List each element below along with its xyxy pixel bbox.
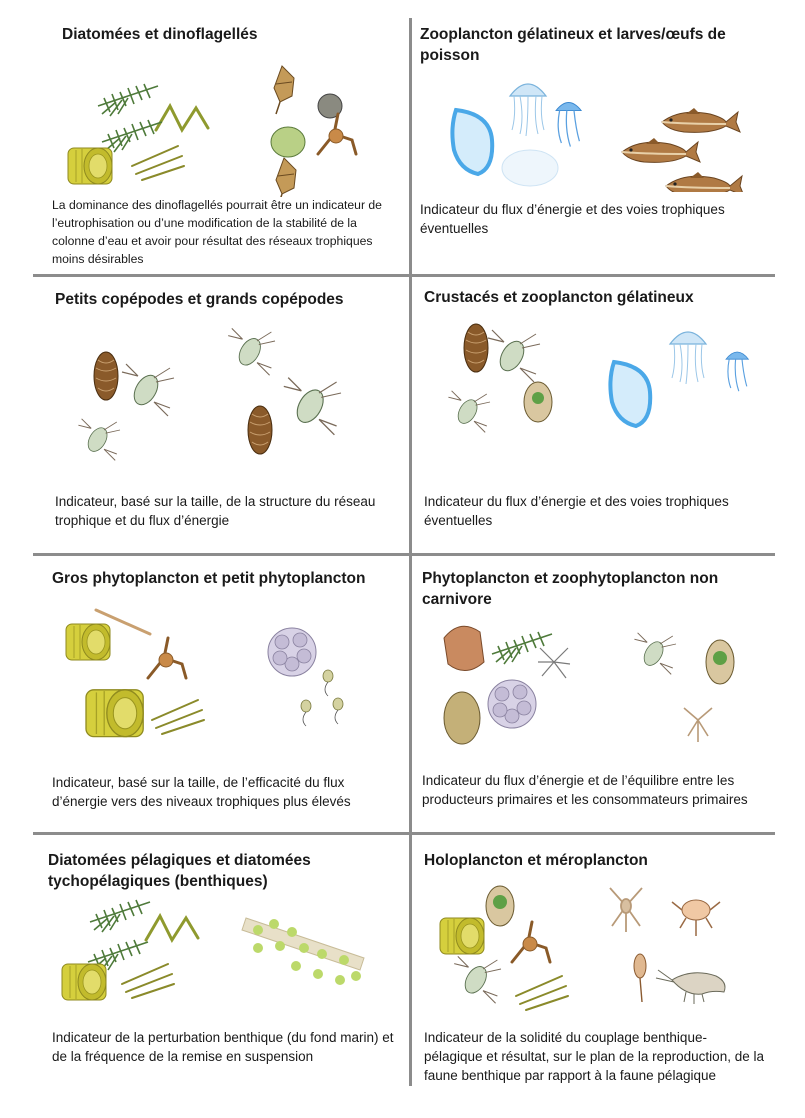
copepod-icon [60,322,380,482]
jellyfish-icon [610,332,748,426]
horizontal-divider-3 [33,832,775,835]
holo-meroplankton-illustration [436,882,766,1022]
shrimp-icon [656,970,725,1004]
crustacean-icon [440,318,760,448]
panel-title: Diatomées pélagiques et diatomées tychopélagiques (benthiques) [48,852,311,890]
panel-title: Diatomées et dinoflagellés [62,26,258,43]
fish-icon [622,108,744,192]
panel-description: Indicateur de la perturbation benthique (du fond marin) et de la fréquence de la remise en suspension [52,1030,394,1064]
panel-title: Phytoplancton et zoophytoplancton non carnivore [422,570,719,608]
panel-description: Indicateur, basé sur la taille, de l’efficacité du flux d’énergie vers des niveaux trophiques plus élevés [52,775,351,809]
jellyfish-icon [440,72,750,192]
crustacean-icon [610,888,725,1004]
benthic-diatom-icon [242,918,364,985]
diatom-dinoflagellate-illustration [62,62,382,197]
panel-title: Gros phytoplancton et petit phytoplancton [52,570,366,587]
panel-description: Indicateur du flux d’énergie et des voies trophiques éventuelles [424,494,729,528]
crustacean-jellyfish-illustration [440,318,760,448]
panel-description: Indicateur du flux d’énergie et des voies trophiques éventuelles [420,202,725,236]
horizontal-divider-2 [33,553,775,556]
copepod-icon [634,633,734,742]
coccolithophore-icon [268,628,343,726]
phytoplankton-illustration [60,604,380,752]
diatom-icon [60,888,380,1018]
copepod-illustration [60,322,380,482]
jellyfish-fish-illustration [440,72,750,192]
panel-description: Indicateur du flux d’énergie et de l’équilibre entre les producteurs primaires et les consommateurs primaires [422,773,748,807]
dinoflagellate-icon [271,66,356,197]
panel-title: Holoplancton et méroplancton [424,852,648,869]
panel-description: Indicateur de la solidité du couplage benthique-pélagique et résultat, sur le plan de la reproduction, de la faune benthique par rapport à la faune pélagique [424,1030,764,1083]
horizontal-divider-1 [33,274,775,277]
panel-title: Zooplancton gélatineux et larves/œufs de poisson [420,26,726,64]
panel-title: Crustacés et zooplancton gélatineux [424,289,694,306]
panel-title: Petits copépodes et grands copépodes [55,291,344,308]
larva-icon [436,882,766,1022]
diatom-icon [60,604,380,752]
diatom-icon [62,62,382,197]
dinoflagellate-icon [440,618,760,758]
vertical-divider [409,18,412,1086]
panel-description: Indicateur, basé sur la taille, de la structure du réseau trophique et du flux d’énergie [55,494,376,528]
pelagic-diatom-illustration [60,888,380,1018]
phyto-zooplankton-illustration [440,618,760,758]
panel-description: La dominance des dinoflagellés pourrait être un indicateur de l’eutrophisation ou d’une modification de la stabilité de la colonne d’eau et avoir pour résultat des réseaux trophiques moins désirables [52,198,382,266]
